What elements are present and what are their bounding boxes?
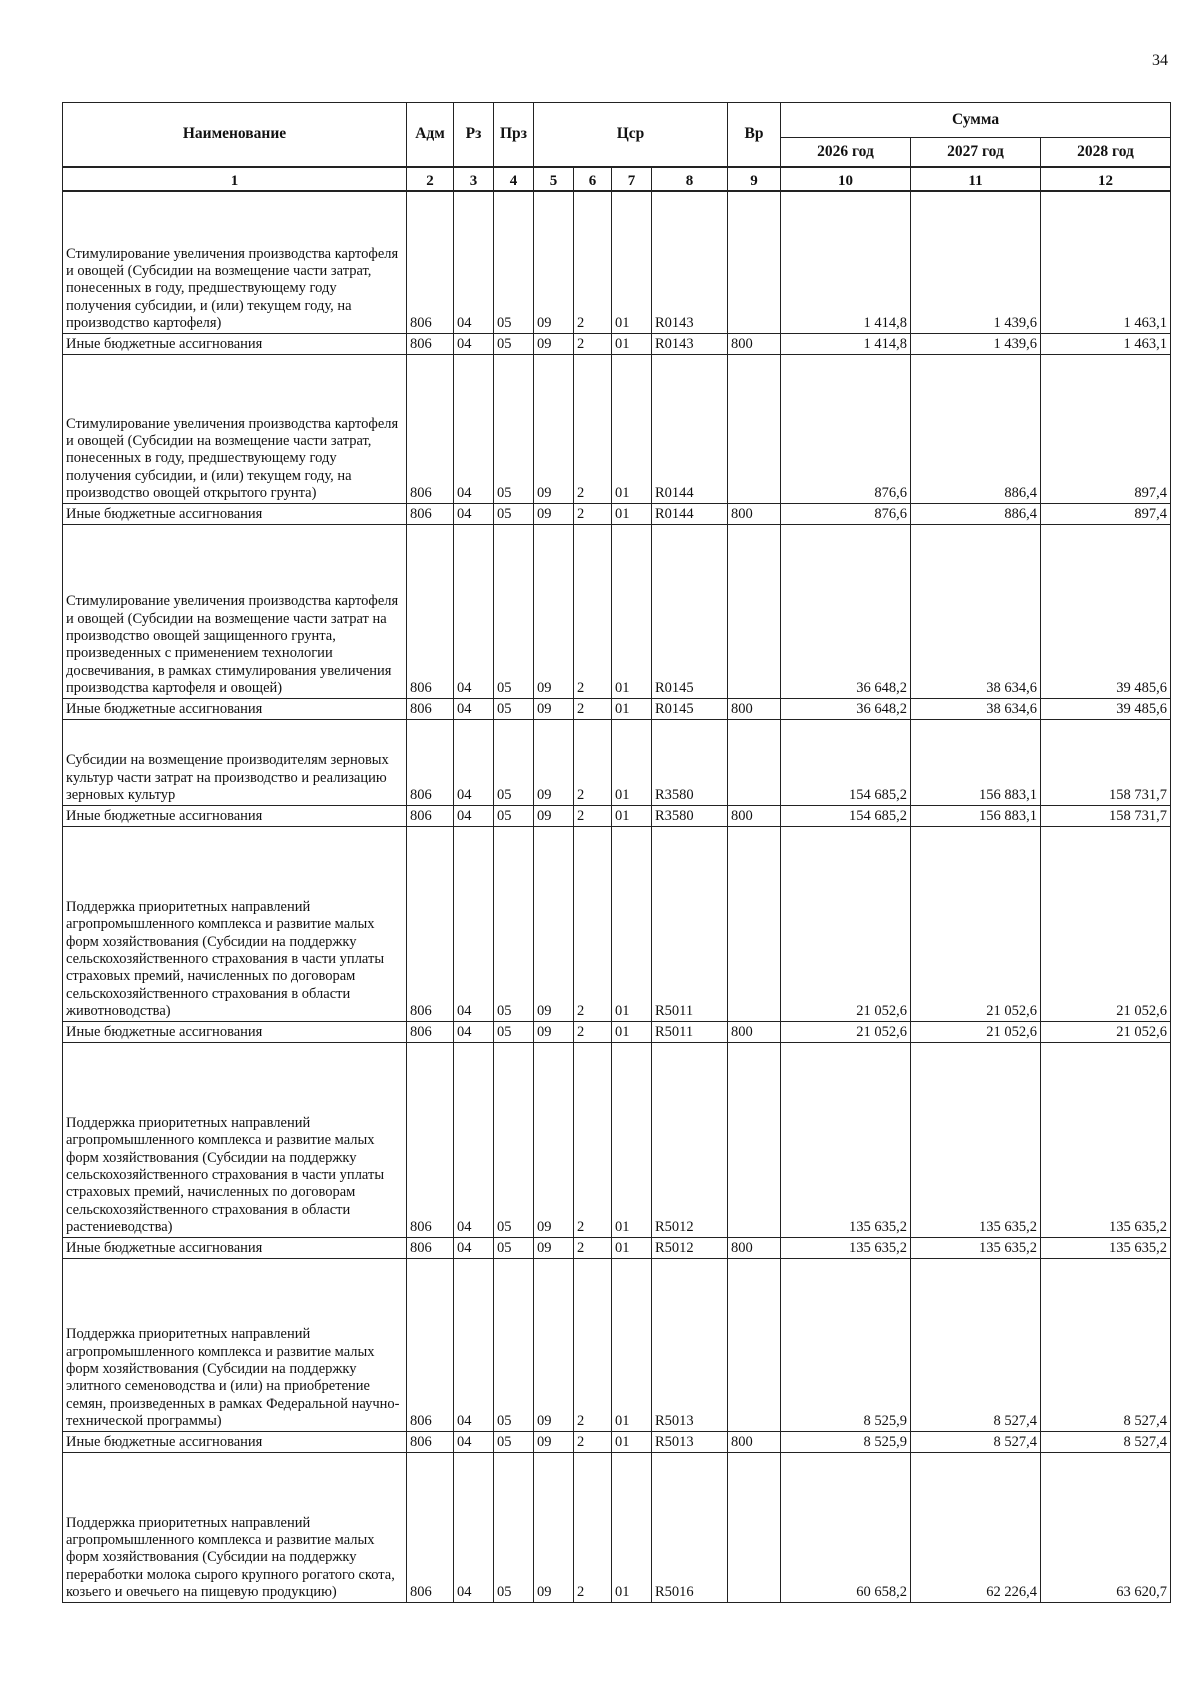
cell-sum-2026: 135 635,2 bbox=[781, 1237, 911, 1258]
row-name: Субсидии на возмещение производителям зерновых культур части затрат на производство и реализацию зерновых культур bbox=[63, 719, 407, 805]
column-number: 4 bbox=[494, 167, 534, 191]
header-rz: Рз bbox=[454, 103, 494, 168]
row-name: Иные бюджетные ассигнования bbox=[63, 1431, 407, 1452]
cell-csr-1: 09 bbox=[534, 719, 574, 805]
header-adm: Адм bbox=[407, 103, 454, 168]
cell-csr-1: 09 bbox=[534, 333, 574, 354]
cell-sum-2027: 38 634,6 bbox=[911, 698, 1041, 719]
cell-csr-3: 01 bbox=[612, 719, 652, 805]
cell-sum-2027: 886,4 bbox=[911, 354, 1041, 503]
cell-csr-3: 01 bbox=[612, 503, 652, 524]
cell-sum-2027: 21 052,6 bbox=[911, 826, 1041, 1021]
table-row bbox=[63, 698, 1171, 719]
cell-csr-3: 01 bbox=[612, 1431, 652, 1452]
cell-sum-2028: 1 463,1 bbox=[1041, 191, 1171, 333]
cell-rz: 04 bbox=[454, 1452, 494, 1602]
cell-vr bbox=[728, 1042, 781, 1237]
row-name: Стимулирование увеличения производства картофеля и овощей (Субсидии на возмещение части затрат на производство овощей защищенного грунта, произведенных с применением технологии досвечивания, в рамках стимулирования увеличения производства картофеля и овощей) bbox=[63, 524, 407, 698]
cell-csr-1: 09 bbox=[534, 1042, 574, 1237]
row-name: Поддержка приоритетных направлений агропромышленного комплекса и развитие малых форм хозяйствования (Субсидии на поддержку сельскохозяйственного страхования в части уплаты страховых премий, начисленных по договорам сельскохозяйственного страхования в области животноводства) bbox=[63, 826, 407, 1021]
cell-rz: 04 bbox=[454, 719, 494, 805]
cell-csr-4: R0144 bbox=[652, 354, 728, 503]
header-prz: Прз bbox=[494, 103, 534, 168]
cell-sum-2026: 8 525,9 bbox=[781, 1258, 911, 1431]
cell-csr-4: R0143 bbox=[652, 333, 728, 354]
cell-sum-2028: 63 620,7 bbox=[1041, 1452, 1171, 1602]
cell-adm: 806 bbox=[407, 1452, 454, 1602]
cell-csr-3: 01 bbox=[612, 354, 652, 503]
cell-prz: 05 bbox=[494, 354, 534, 503]
cell-rz: 04 bbox=[454, 503, 494, 524]
cell-vr: 800 bbox=[728, 333, 781, 354]
cell-csr-1: 09 bbox=[534, 1258, 574, 1431]
cell-csr-1: 09 bbox=[534, 191, 574, 333]
cell-csr-4: R5013 bbox=[652, 1258, 728, 1431]
cell-rz: 04 bbox=[454, 354, 494, 503]
cell-csr-2: 2 bbox=[574, 333, 612, 354]
cell-csr-4: R5011 bbox=[652, 1021, 728, 1042]
table-row bbox=[63, 1042, 1171, 1237]
cell-sum-2026: 876,6 bbox=[781, 354, 911, 503]
cell-sum-2026: 21 052,6 bbox=[781, 826, 911, 1021]
cell-adm: 806 bbox=[407, 1021, 454, 1042]
cell-csr-4: R5016 bbox=[652, 1452, 728, 1602]
cell-prz: 05 bbox=[494, 719, 534, 805]
cell-sum-2026: 36 648,2 bbox=[781, 698, 911, 719]
cell-vr: 800 bbox=[728, 503, 781, 524]
table-row bbox=[63, 333, 1171, 354]
cell-sum-2027: 8 527,4 bbox=[911, 1258, 1041, 1431]
row-name: Иные бюджетные ассигнования bbox=[63, 503, 407, 524]
cell-sum-2027: 1 439,6 bbox=[911, 333, 1041, 354]
cell-prz: 05 bbox=[494, 1452, 534, 1602]
cell-sum-2028: 8 527,4 bbox=[1041, 1258, 1171, 1431]
cell-csr-1: 09 bbox=[534, 1021, 574, 1042]
row-name: Иные бюджетные ассигнования bbox=[63, 805, 407, 826]
header-vr: Вр bbox=[728, 103, 781, 168]
cell-csr-2: 2 bbox=[574, 1021, 612, 1042]
cell-vr bbox=[728, 826, 781, 1021]
cell-csr-3: 01 bbox=[612, 1452, 652, 1602]
header-year-2026: 2026 год bbox=[781, 138, 911, 168]
cell-vr: 800 bbox=[728, 698, 781, 719]
cell-csr-2: 2 bbox=[574, 1452, 612, 1602]
column-number: 2 bbox=[407, 167, 454, 191]
cell-sum-2028: 39 485,6 bbox=[1041, 698, 1171, 719]
cell-rz: 04 bbox=[454, 1431, 494, 1452]
table-row bbox=[63, 524, 1171, 698]
column-number: 1 bbox=[63, 167, 407, 191]
cell-csr-2: 2 bbox=[574, 524, 612, 698]
cell-sum-2028: 21 052,6 bbox=[1041, 826, 1171, 1021]
cell-sum-2028: 8 527,4 bbox=[1041, 1431, 1171, 1452]
cell-csr-1: 09 bbox=[534, 805, 574, 826]
table-row bbox=[63, 1431, 1171, 1452]
cell-sum-2027: 156 883,1 bbox=[911, 719, 1041, 805]
cell-csr-4: R0144 bbox=[652, 503, 728, 524]
cell-rz: 04 bbox=[454, 191, 494, 333]
cell-vr: 800 bbox=[728, 1021, 781, 1042]
cell-csr-4: R5011 bbox=[652, 826, 728, 1021]
cell-prz: 05 bbox=[494, 826, 534, 1021]
column-number: 9 bbox=[728, 167, 781, 191]
cell-rz: 04 bbox=[454, 1258, 494, 1431]
header-year-2028: 2028 год bbox=[1041, 138, 1171, 168]
cell-csr-4: R3580 bbox=[652, 805, 728, 826]
cell-csr-1: 09 bbox=[534, 524, 574, 698]
row-name: Стимулирование увеличения производства картофеля и овощей (Субсидии на возмещение части затрат, понесенных в году, предшествующему году получения субсидии, и (или) текущем году, на производство овощей открытого грунта) bbox=[63, 354, 407, 503]
cell-rz: 04 bbox=[454, 333, 494, 354]
cell-sum-2026: 1 414,8 bbox=[781, 333, 911, 354]
table-row bbox=[63, 1021, 1171, 1042]
cell-sum-2028: 21 052,6 bbox=[1041, 1021, 1171, 1042]
row-name: Иные бюджетные ассигнования bbox=[63, 333, 407, 354]
cell-csr-1: 09 bbox=[534, 354, 574, 503]
cell-csr-1: 09 bbox=[534, 826, 574, 1021]
page-number: 34 bbox=[1152, 52, 1168, 69]
cell-csr-3: 01 bbox=[612, 698, 652, 719]
cell-csr-1: 09 bbox=[534, 1452, 574, 1602]
cell-vr: 800 bbox=[728, 1431, 781, 1452]
cell-vr bbox=[728, 191, 781, 333]
cell-csr-2: 2 bbox=[574, 826, 612, 1021]
cell-csr-3: 01 bbox=[612, 1042, 652, 1237]
cell-sum-2027: 62 226,4 bbox=[911, 1452, 1041, 1602]
header-year-2027: 2027 год bbox=[911, 138, 1041, 168]
cell-csr-1: 09 bbox=[534, 503, 574, 524]
cell-rz: 04 bbox=[454, 1021, 494, 1042]
cell-prz: 05 bbox=[494, 1042, 534, 1237]
cell-csr-3: 01 bbox=[612, 191, 652, 333]
cell-csr-1: 09 bbox=[534, 698, 574, 719]
cell-csr-4: R5012 bbox=[652, 1042, 728, 1237]
cell-vr: 800 bbox=[728, 805, 781, 826]
cell-csr-4: R5012 bbox=[652, 1237, 728, 1258]
cell-sum-2026: 60 658,2 bbox=[781, 1452, 911, 1602]
cell-adm: 806 bbox=[407, 719, 454, 805]
cell-adm: 806 bbox=[407, 503, 454, 524]
table-row bbox=[63, 719, 1171, 805]
cell-sum-2027: 38 634,6 bbox=[911, 524, 1041, 698]
cell-rz: 04 bbox=[454, 805, 494, 826]
cell-sum-2026: 36 648,2 bbox=[781, 524, 911, 698]
cell-csr-2: 2 bbox=[574, 1042, 612, 1237]
cell-csr-2: 2 bbox=[574, 1431, 612, 1452]
cell-sum-2027: 886,4 bbox=[911, 503, 1041, 524]
column-number: 11 bbox=[911, 167, 1041, 191]
cell-sum-2026: 21 052,6 bbox=[781, 1021, 911, 1042]
cell-rz: 04 bbox=[454, 1237, 494, 1258]
cell-sum-2028: 135 635,2 bbox=[1041, 1237, 1171, 1258]
row-name: Иные бюджетные ассигнования bbox=[63, 1021, 407, 1042]
cell-adm: 806 bbox=[407, 354, 454, 503]
cell-adm: 806 bbox=[407, 1431, 454, 1452]
row-name: Иные бюджетные ассигнования bbox=[63, 698, 407, 719]
cell-csr-2: 2 bbox=[574, 1237, 612, 1258]
cell-rz: 04 bbox=[454, 698, 494, 719]
column-number-row bbox=[63, 167, 1171, 191]
cell-sum-2026: 1 414,8 bbox=[781, 191, 911, 333]
cell-prz: 05 bbox=[494, 1021, 534, 1042]
cell-adm: 806 bbox=[407, 1237, 454, 1258]
cell-csr-2: 2 bbox=[574, 1258, 612, 1431]
cell-csr-2: 2 bbox=[574, 503, 612, 524]
column-number: 8 bbox=[652, 167, 728, 191]
cell-adm: 806 bbox=[407, 191, 454, 333]
cell-rz: 04 bbox=[454, 1042, 494, 1237]
cell-prz: 05 bbox=[494, 503, 534, 524]
column-number: 12 bbox=[1041, 167, 1171, 191]
cell-csr-1: 09 bbox=[534, 1237, 574, 1258]
cell-vr bbox=[728, 719, 781, 805]
cell-csr-3: 01 bbox=[612, 524, 652, 698]
header-name: Наименование bbox=[63, 103, 407, 168]
cell-sum-2028: 897,4 bbox=[1041, 354, 1171, 503]
cell-vr bbox=[728, 524, 781, 698]
cell-sum-2027: 8 527,4 bbox=[911, 1431, 1041, 1452]
table-row bbox=[63, 1452, 1171, 1602]
cell-sum-2027: 1 439,6 bbox=[911, 191, 1041, 333]
cell-sum-2028: 897,4 bbox=[1041, 503, 1171, 524]
table-row bbox=[63, 503, 1171, 524]
header-csr: Цср bbox=[534, 103, 728, 168]
cell-prz: 05 bbox=[494, 524, 534, 698]
table-row bbox=[63, 354, 1171, 503]
cell-prz: 05 bbox=[494, 1237, 534, 1258]
cell-rz: 04 bbox=[454, 826, 494, 1021]
cell-sum-2027: 135 635,2 bbox=[911, 1042, 1041, 1237]
cell-prz: 05 bbox=[494, 1258, 534, 1431]
cell-csr-3: 01 bbox=[612, 826, 652, 1021]
cell-sum-2026: 154 685,2 bbox=[781, 719, 911, 805]
table-row bbox=[63, 1258, 1171, 1431]
cell-sum-2027: 156 883,1 bbox=[911, 805, 1041, 826]
cell-csr-2: 2 bbox=[574, 191, 612, 333]
cell-csr-3: 01 bbox=[612, 1258, 652, 1431]
table-row bbox=[63, 191, 1171, 333]
cell-adm: 806 bbox=[407, 1042, 454, 1237]
cell-csr-4: R5013 bbox=[652, 1431, 728, 1452]
cell-prz: 05 bbox=[494, 698, 534, 719]
cell-csr-3: 01 bbox=[612, 1237, 652, 1258]
cell-vr bbox=[728, 1258, 781, 1431]
row-name: Поддержка приоритетных направлений агропромышленного комплекса и развитие малых форм хозяйствования (Субсидии на поддержку сельскохозяйственного страхования в части уплаты страховых премий, начисленных по договорам сельскохозяйственного страхования в области растениеводства) bbox=[63, 1042, 407, 1237]
row-name: Иные бюджетные ассигнования bbox=[63, 1237, 407, 1258]
cell-prz: 05 bbox=[494, 191, 534, 333]
cell-vr bbox=[728, 1452, 781, 1602]
cell-rz: 04 bbox=[454, 524, 494, 698]
table-row bbox=[63, 1237, 1171, 1258]
table-row bbox=[63, 826, 1171, 1021]
cell-csr-3: 01 bbox=[612, 1021, 652, 1042]
column-number: 3 bbox=[454, 167, 494, 191]
cell-adm: 806 bbox=[407, 524, 454, 698]
row-name: Поддержка приоритетных направлений агропромышленного комплекса и развитие малых форм хозяйствования (Субсидии на поддержку переработки молока сырого крупного рогатого скота, козьего и овечьего на пищевую продукцию) bbox=[63, 1452, 407, 1602]
cell-sum-2028: 158 731,7 bbox=[1041, 805, 1171, 826]
row-name: Стимулирование увеличения производства картофеля и овощей (Субсидии на возмещение части затрат, понесенных в году, предшествующему году получения субсидии, и (или) текущем году, на производство картофеля) bbox=[63, 191, 407, 333]
cell-csr-1: 09 bbox=[534, 1431, 574, 1452]
cell-sum-2028: 1 463,1 bbox=[1041, 333, 1171, 354]
cell-sum-2026: 154 685,2 bbox=[781, 805, 911, 826]
budget-table bbox=[62, 102, 1171, 1603]
cell-adm: 806 bbox=[407, 698, 454, 719]
column-number: 6 bbox=[574, 167, 612, 191]
column-number: 10 bbox=[781, 167, 911, 191]
cell-csr-2: 2 bbox=[574, 698, 612, 719]
cell-sum-2026: 135 635,2 bbox=[781, 1042, 911, 1237]
cell-csr-2: 2 bbox=[574, 354, 612, 503]
cell-prz: 05 bbox=[494, 805, 534, 826]
cell-csr-4: R0145 bbox=[652, 524, 728, 698]
cell-csr-3: 01 bbox=[612, 805, 652, 826]
cell-csr-4: R0143 bbox=[652, 191, 728, 333]
header-sum: Сумма bbox=[781, 103, 1171, 138]
cell-sum-2028: 158 731,7 bbox=[1041, 719, 1171, 805]
cell-vr: 800 bbox=[728, 1237, 781, 1258]
column-number: 7 bbox=[612, 167, 652, 191]
row-name: Поддержка приоритетных направлений агропромышленного комплекса и развитие малых форм хозяйствования (Субсидии на поддержку элитного семеноводства и (или) на приобретение семян, произведенных в рамках Федеральной научно-технической программы) bbox=[63, 1258, 407, 1431]
cell-csr-4: R3580 bbox=[652, 719, 728, 805]
cell-vr bbox=[728, 354, 781, 503]
cell-adm: 806 bbox=[407, 805, 454, 826]
cell-sum-2026: 8 525,9 bbox=[781, 1431, 911, 1452]
cell-sum-2027: 21 052,6 bbox=[911, 1021, 1041, 1042]
cell-sum-2028: 135 635,2 bbox=[1041, 1042, 1171, 1237]
table-row bbox=[63, 805, 1171, 826]
cell-sum-2027: 135 635,2 bbox=[911, 1237, 1041, 1258]
cell-csr-4: R0145 bbox=[652, 698, 728, 719]
cell-sum-2028: 39 485,6 bbox=[1041, 524, 1171, 698]
cell-adm: 806 bbox=[407, 333, 454, 354]
cell-csr-2: 2 bbox=[574, 805, 612, 826]
cell-csr-3: 01 bbox=[612, 333, 652, 354]
column-number: 5 bbox=[534, 167, 574, 191]
cell-prz: 05 bbox=[494, 333, 534, 354]
cell-adm: 806 bbox=[407, 1258, 454, 1431]
cell-adm: 806 bbox=[407, 826, 454, 1021]
cell-sum-2026: 876,6 bbox=[781, 503, 911, 524]
cell-prz: 05 bbox=[494, 1431, 534, 1452]
cell-csr-2: 2 bbox=[574, 719, 612, 805]
